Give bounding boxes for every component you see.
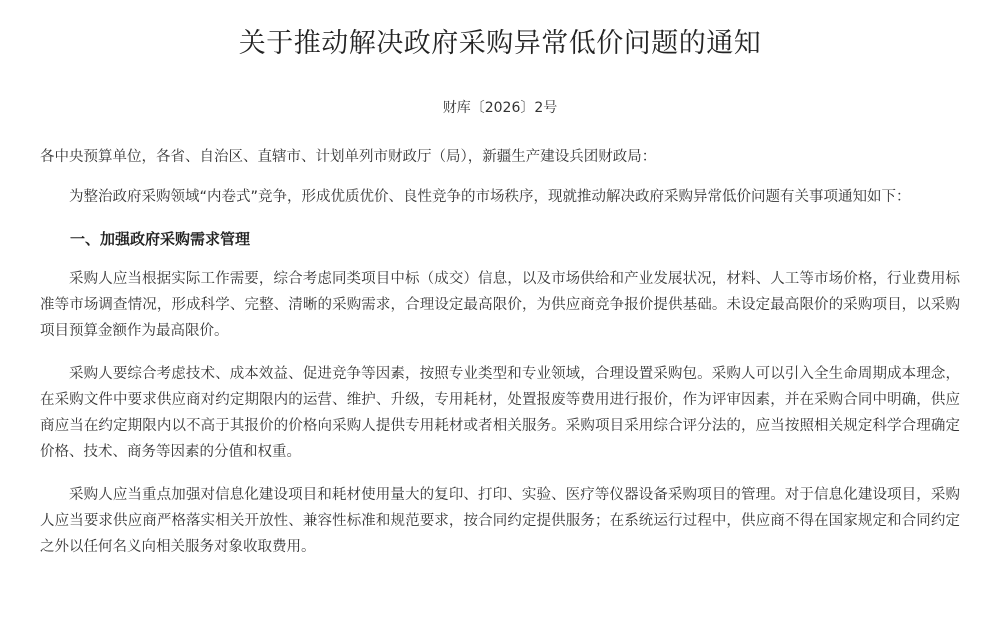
body-paragraph: 采购人应当重点加强对信息化建设项目和耗材使用量大的复印、打印、实验、医疗等仪器设备采购项目的管理。对于信息化建设项目，采购人应当要求供应商严格落实相关开放性、兼容性标准和规范要求，按合同约定提供服务；在系统运行过程中，供应商不得在国家规定和合同约定之外以任何名义向相关服务对象收取费用。	[40, 487, 960, 555]
salutation: 各中央预算单位，各省、自治区、直辖市、计划单列市财政厅（局），新疆生产建设兵团财政局：	[40, 149, 657, 165]
document-number: 财库〔2026〕2号	[442, 100, 558, 116]
section-heading: 一、加强政府采购需求管理	[70, 230, 251, 248]
intro-paragraph: 为整治政府采购领域“内卷式”竞争，形成优质优价、良性竞争的市场秩序，现就推动解决政府采购异常低价问题有关事项通知如下：	[69, 189, 911, 205]
body-paragraph: 采购人应当根据实际工作需要，综合考虑同类项目中标（成交）信息，以及市场供给和产业发展状况，材料、人工等市场价格，行业费用标准等市场调查情况，形成科学、完整、清晰的采购需求，合理设定最高限价，为供应商竞争报价提供基础。未设定最高限价的采购项目，以采购项目预算金额作为最高限价。	[40, 271, 960, 339]
body-paragraph: 采购人要综合考虑技术、成本效益、促进竞争等因素，按照专业类型和专业领域，合理设置采购包。采购人可以引入全生命周期成本理念，在采购文件中要求供应商对约定期限内的运营、维护、升级，专用耗材，处置报废等费用进行报价，作为评审因素，并在采购合同中明确，供应商应当在约定期限内以不高于其报价的价格向采购人提供专用耗材或者相关服务。采购项目采用综合评分法的，应当按照相关规定科学合理确定价格、技术、商务等因素的分值和权重。	[40, 366, 960, 460]
document-title: 关于推动解决政府采购异常低价问题的通知	[238, 28, 762, 59]
